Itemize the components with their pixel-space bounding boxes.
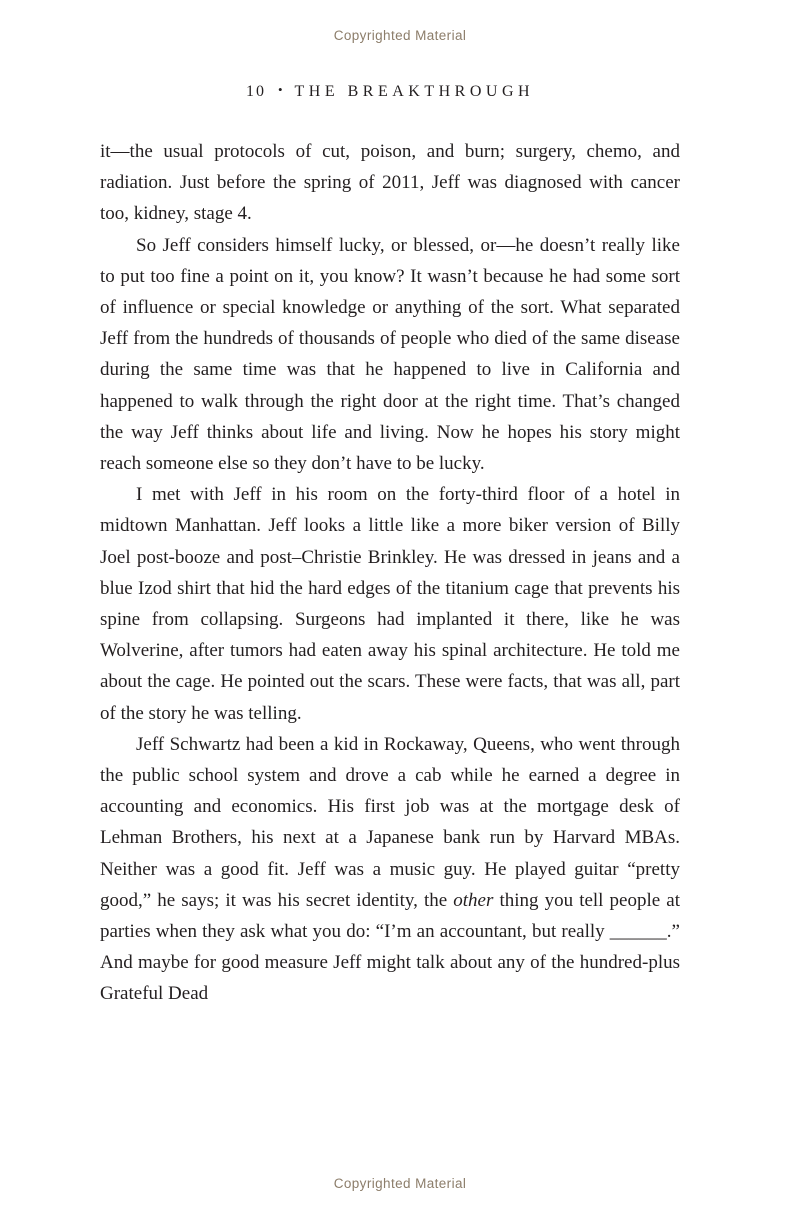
paragraph <box>100 479 680 729</box>
text-run: So Jeff considers himself lucky, or blessed, or—he doesn’t really like to put too fine a point on it, you know? It wasn’t because he had some sort of influence or special knowledge or anything of the sort. What separated Jeff from the hundreds of thousands of people who died of the same disease during the same time was that he happened to live in California and happened to walk through the right door at the right time. That’s changed the way Jeff thinks about life and living. Now he hopes his story might reach someone else so they don’t have to be lucky. <box>100 234 680 475</box>
page-header <box>100 82 680 101</box>
header-separator-dot: • <box>277 82 283 97</box>
book-title: THE BREAKTHROUGH <box>294 83 535 100</box>
copyright-notice-bottom: Copyrighted Material <box>333 1176 467 1191</box>
text-block <box>100 136 680 1010</box>
copyright-notice-top: Copyrighted Material <box>333 28 467 43</box>
text-run: it—the usual protocols of cut, poison, and burn; surgery, chemo, and radiation. Just before the spring of 2011, Jeff was diagnosed with cancer too, kidney, stage 4. <box>100 141 680 225</box>
paragraph <box>100 230 680 480</box>
text-run: Jeff Schwartz had been a kid in Rockaway, Queens, who went through the public school system and drove a cab while he earned a degree in accounting and economics. His first job was at the mortgage desk of Lehman Brothers, his next at a Japanese bank run by Harvard MBAs. Neither was a good fit. Jeff was a music guy. He played guitar “pretty good,” he says; it was his secret identity, the <box>100 733 680 911</box>
italic-text-run: other <box>453 889 494 911</box>
page-number: 10 <box>245 83 266 100</box>
text-run: I met with Jeff in his room on the forty-third floor of a hotel in midtown Manhattan. Jeff looks a little like a more biker version of Billy Joel post-booze and post–Christie Brinkley. He was dressed in jeans and a blue Izod shirt that hid the hard edges of the titanium cage that prevents his spine from collapsing. Surgeons had implanted it there, like he was Wolverine, after tumors had eaten away his spinal architecture. He told me about the cage. He pointed out the scars. These were facts, that was all, part of the story he was telling. <box>100 484 680 724</box>
text-run: thing you tell people at parties when they ask what you do: “I’m an accountant, but really ______.” And maybe for good measure Jeff might talk about any of the hundred-plus Grateful Dead <box>100 889 680 1005</box>
paragraph <box>100 136 680 230</box>
paragraph <box>100 729 680 1010</box>
